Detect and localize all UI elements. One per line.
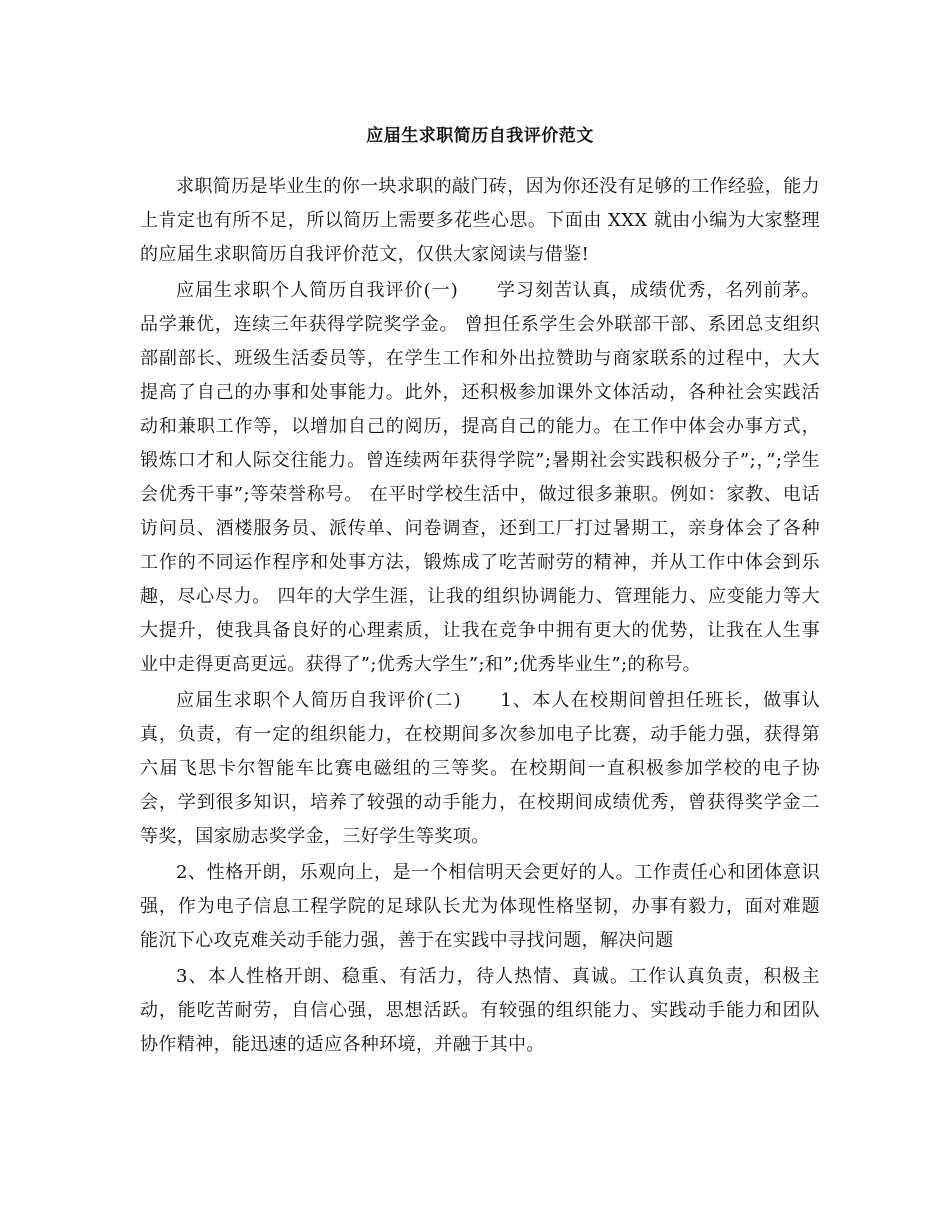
- document-title: 应届生求职简历自我评价范文: [366, 126, 594, 146]
- paragraph-point-three: 3、本人性格开朗、稳重、有活力，待人热情、真诚。工作认真负责，积极主动，能吃苦耐劳，自信心强，思想活跃。有较强的组织能力、实践动手能力和团队协作精神，能迅速的适应各种环境，并融于其中。: [140, 966, 820, 1055]
- paragraph-point-two: 2、性格开朗，乐观向上，是一个相信明天会更好的人。工作责任心和团体意识强，作为电子信息工程学院的足球队长尤为体现性格坚韧，办事有毅力，面对难题能沉下心攻克难关动手能力强，善于在实践中寻找问题，解决问题: [140, 862, 820, 951]
- paragraph-evaluation-one: 应届生求职个人简历自我评价(一) 学习刻苦认真，成绩优秀，名列前茅。 品学兼优，连续三年获得学院奖学金。 曾担任系学生会外联部干部、系团总支组织部副部长、班级生活委员等，在学生工作和外出拉赞助与商家联系的过程中，大大提高了自己的办事和处事能力。此外，还积极参加课外文体活动，各种社会实践活动和兼职工作等，以增加自己的阅历，提高自己的能力。在工作中体会办事方式，锻炼口才和人际交往能力。曾连续两年获得学院”;暑期社会实践积极分子”;，”;学生会优秀干事”;等荣誉称号。 在平时学校生活中，做过很多兼职。例如：家教、电话访问员、酒楼服务员、派传单、问卷调查，还到工厂打过暑期工，亲身体会了各种工作的不同运作程序和处事方法，锻炼成了吃苦耐劳的精神，并从工作中体会到乐趣，尽心尽力。 四年的大学生涯，让我的组织协调能力、管理能力、应变能力等大大提升，使我具备良好的心理素质，让我在竞争中拥有更大的优势，让我在人生事业中走得更高更远。获得了”;优秀大学生”;和”;优秀毕业生”;的称号。: [140, 280, 820, 675]
- paragraph-intro: 求职简历是毕业生的你一块求职的敲门砖，因为你还没有足够的工作经验，能力上肯定也有所不足，所以简历上需要多花些心思。下面由 XXX 就由小编为大家整理的应届生求职简历自我评价范文，仅供大家阅读与借鉴!: [140, 176, 820, 265]
- paragraph-evaluation-two: 应届生求职个人简历自我评价(二) 1、本人在校期间曾担任班长，做事认真，负责，有一定的组织能力，在校期间多次参加电子比赛，动手能力强，获得第六届飞思卡尔智能车比赛电磁组的三等奖。在校期间一直积极参加学校的电子协会，学到很多知识，培养了较强的动手能力，在校期间成绩优秀，曾获得奖学金二等奖，国家励志奖学金，三好学生等奖项。: [140, 690, 820, 847]
- document-page: [140, 120, 820, 1062]
